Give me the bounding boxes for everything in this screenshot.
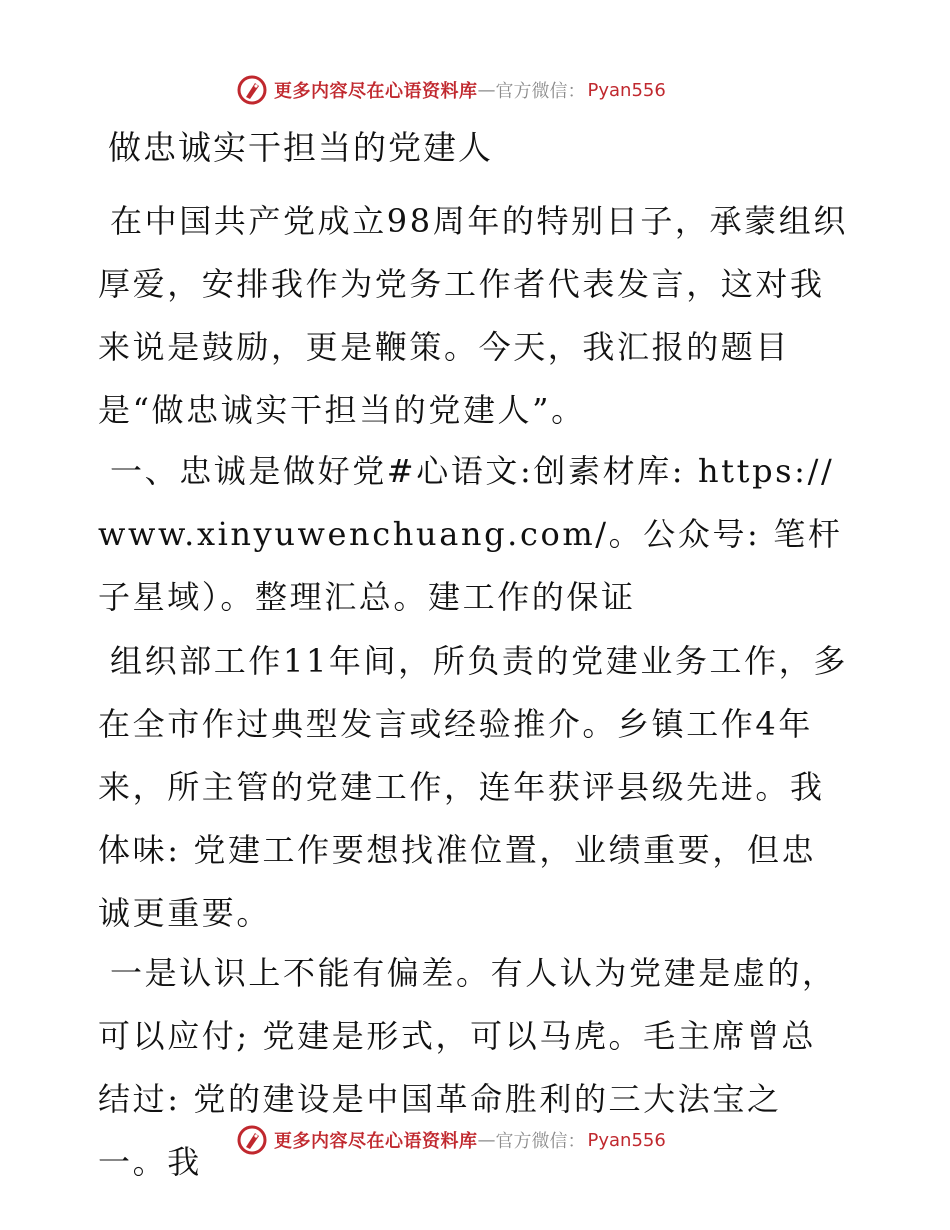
footer-separator: — <box>477 1129 496 1151</box>
header-wechat-label: 官方微信： <box>495 81 586 102</box>
header-separator: — <box>477 79 496 101</box>
header-wechat-id: Pyan556 <box>587 79 666 101</box>
paragraph-experience: 组织部工作11年间，所负责的党建业务工作，多在全市作过典型发言或经验推介。乡镇工作4年来，所主管的党建工作，连年获评县级先进。我体味: 党建工作要想找准位置，业绩重要，但忠诚更重要。 <box>98 642 848 932</box>
footer-wechat-label: 官方微信： <box>495 1131 586 1152</box>
paragraph-understanding: 一是认识上不能有偏差。有人认为党建是虚的，可以应付; 党建是形式，可以马虎。毛主席曾总结过: 党的建设是中国革命胜利的三大法宝之一。我 <box>98 954 837 1181</box>
footer-wechat-id: Pyan556 <box>587 1129 666 1151</box>
pen-nib-logo-icon <box>236 1124 268 1156</box>
footer-watermark-banner <box>236 1122 666 1158</box>
document-title: 做忠诚实干担当的党建人 <box>108 128 493 167</box>
section-heading-loyalty: 一、忠诚是做好党#心语文:创素材库: https://www.xinyuwenchuang.com/。公众号: 笔杆子星域）。整理汇总。建工作的保证 <box>98 452 843 616</box>
footer-site-name: 更多内容尽在心语资料库 <box>274 1131 478 1152</box>
header-site-name: 更多内容尽在心语资料库 <box>274 81 478 102</box>
pen-nib-logo-icon <box>236 74 268 106</box>
paragraph-intro: 在中国共产党成立98周年的特别日子，承蒙组织厚爱，安排我作为党务工作者代表发言，这对我来说是鼓励，更是鞭策。今天，我汇报的题目是“做忠诚实干担当的党建人”。 <box>98 202 848 429</box>
header-watermark-banner <box>236 72 666 108</box>
